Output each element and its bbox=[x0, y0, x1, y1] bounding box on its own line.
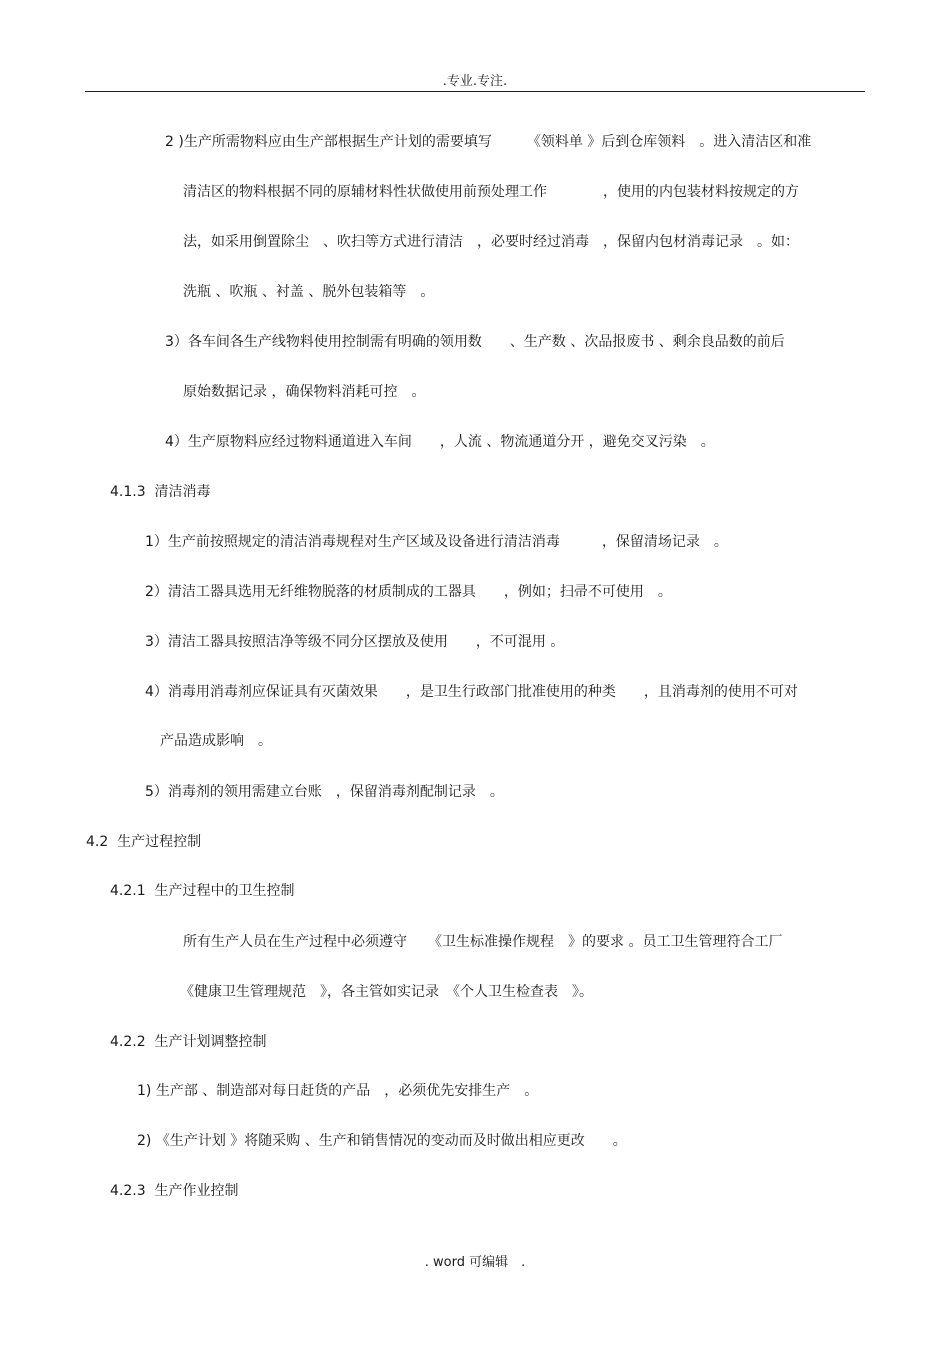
body-line: 所有生产人员在生产过程中必须遵守 《卫生标准操作规程 》的要求 。员工卫生管理符合工厂 bbox=[183, 934, 783, 950]
body-line: 4）消毒用消毒剂应保证具有灭菌效果 ，是卫生行政部门批准使用的种类 ，且消毒剂的使用不可对 bbox=[145, 684, 798, 700]
header-divider bbox=[85, 91, 865, 92]
section-heading: 4.2.1 生产过程中的卫生控制 bbox=[110, 883, 295, 899]
section-heading: 4.2 生产过程控制 bbox=[86, 834, 202, 850]
section-heading: 4.1.3 清洁消毒 bbox=[110, 484, 211, 500]
body-line: 2 )生产所需物料应由生产部根据生产计划的需要填写 《领料单 》后到仓库领料 。进入清洁区和准 bbox=[165, 134, 812, 150]
section-heading: 4.2.3 生产作业控制 bbox=[110, 1183, 239, 1199]
page-header: .专业.专注. bbox=[442, 74, 508, 89]
body-line: 2）清洁工器具选用无纤维物脱落的材质制成的工器具 ，例如；扫帚不可使用 。 bbox=[145, 584, 672, 600]
body-line: 法，如采用倒置除尘 、吹扫等方式进行清洁 ，必要时经过消毒 ，保留内包材消毒记录 。如： bbox=[183, 234, 799, 250]
body-line: 5）消毒剂的领用需建立台账 ，保留消毒剂配制记录 。 bbox=[145, 784, 504, 800]
body-line: 原始数据记录 ，确保物料消耗可控 。 bbox=[183, 384, 426, 400]
body-line: 2) 《生产计划 》将随采购 、生产和销售情况的变动而及时做出相应更改 。 bbox=[137, 1133, 627, 1149]
body-line: 清洁区的物料根据不同的原辅材料性状做使用前预处理工作 ，使用的内包装材料按规定的方 bbox=[183, 184, 799, 200]
body-line: 《健康卫生管理规范 》，各主管如实记录 《个人卫生检查表 》。 bbox=[180, 984, 593, 1000]
body-line: 产品造成影响 。 bbox=[160, 733, 272, 749]
body-line: 洗瓶 、吹瓶 、衬盖 、脱外包装箱等 。 bbox=[183, 284, 435, 300]
body-line: 1) 生产部 、制造部对每日赶货的产品 ，必须优先安排生产 。 bbox=[137, 1083, 539, 1099]
body-line: 1）生产前按照规定的清洁消毒规程对生产区域及设备进行清洁消毒 ，保留清场记录 。 bbox=[145, 534, 728, 550]
section-heading: 4.2.2 生产计划调整控制 bbox=[110, 1034, 267, 1050]
body-line: 3）清洁工器具按照洁净等级不同分区摆放及使用 ，不可混用 。 bbox=[145, 634, 565, 650]
body-line: 4）生产原物料应经过物料通道进入车间 ，人流 、物流通道分开 ，避免交叉污染 。 bbox=[165, 434, 715, 450]
body-line: 3）各车间各生产线物料使用控制需有明确的领用数 、生产数 、次品报废书 、剩余良品数的前后 bbox=[165, 334, 785, 350]
page-footer: . word 可编辑 . bbox=[424, 1255, 526, 1270]
